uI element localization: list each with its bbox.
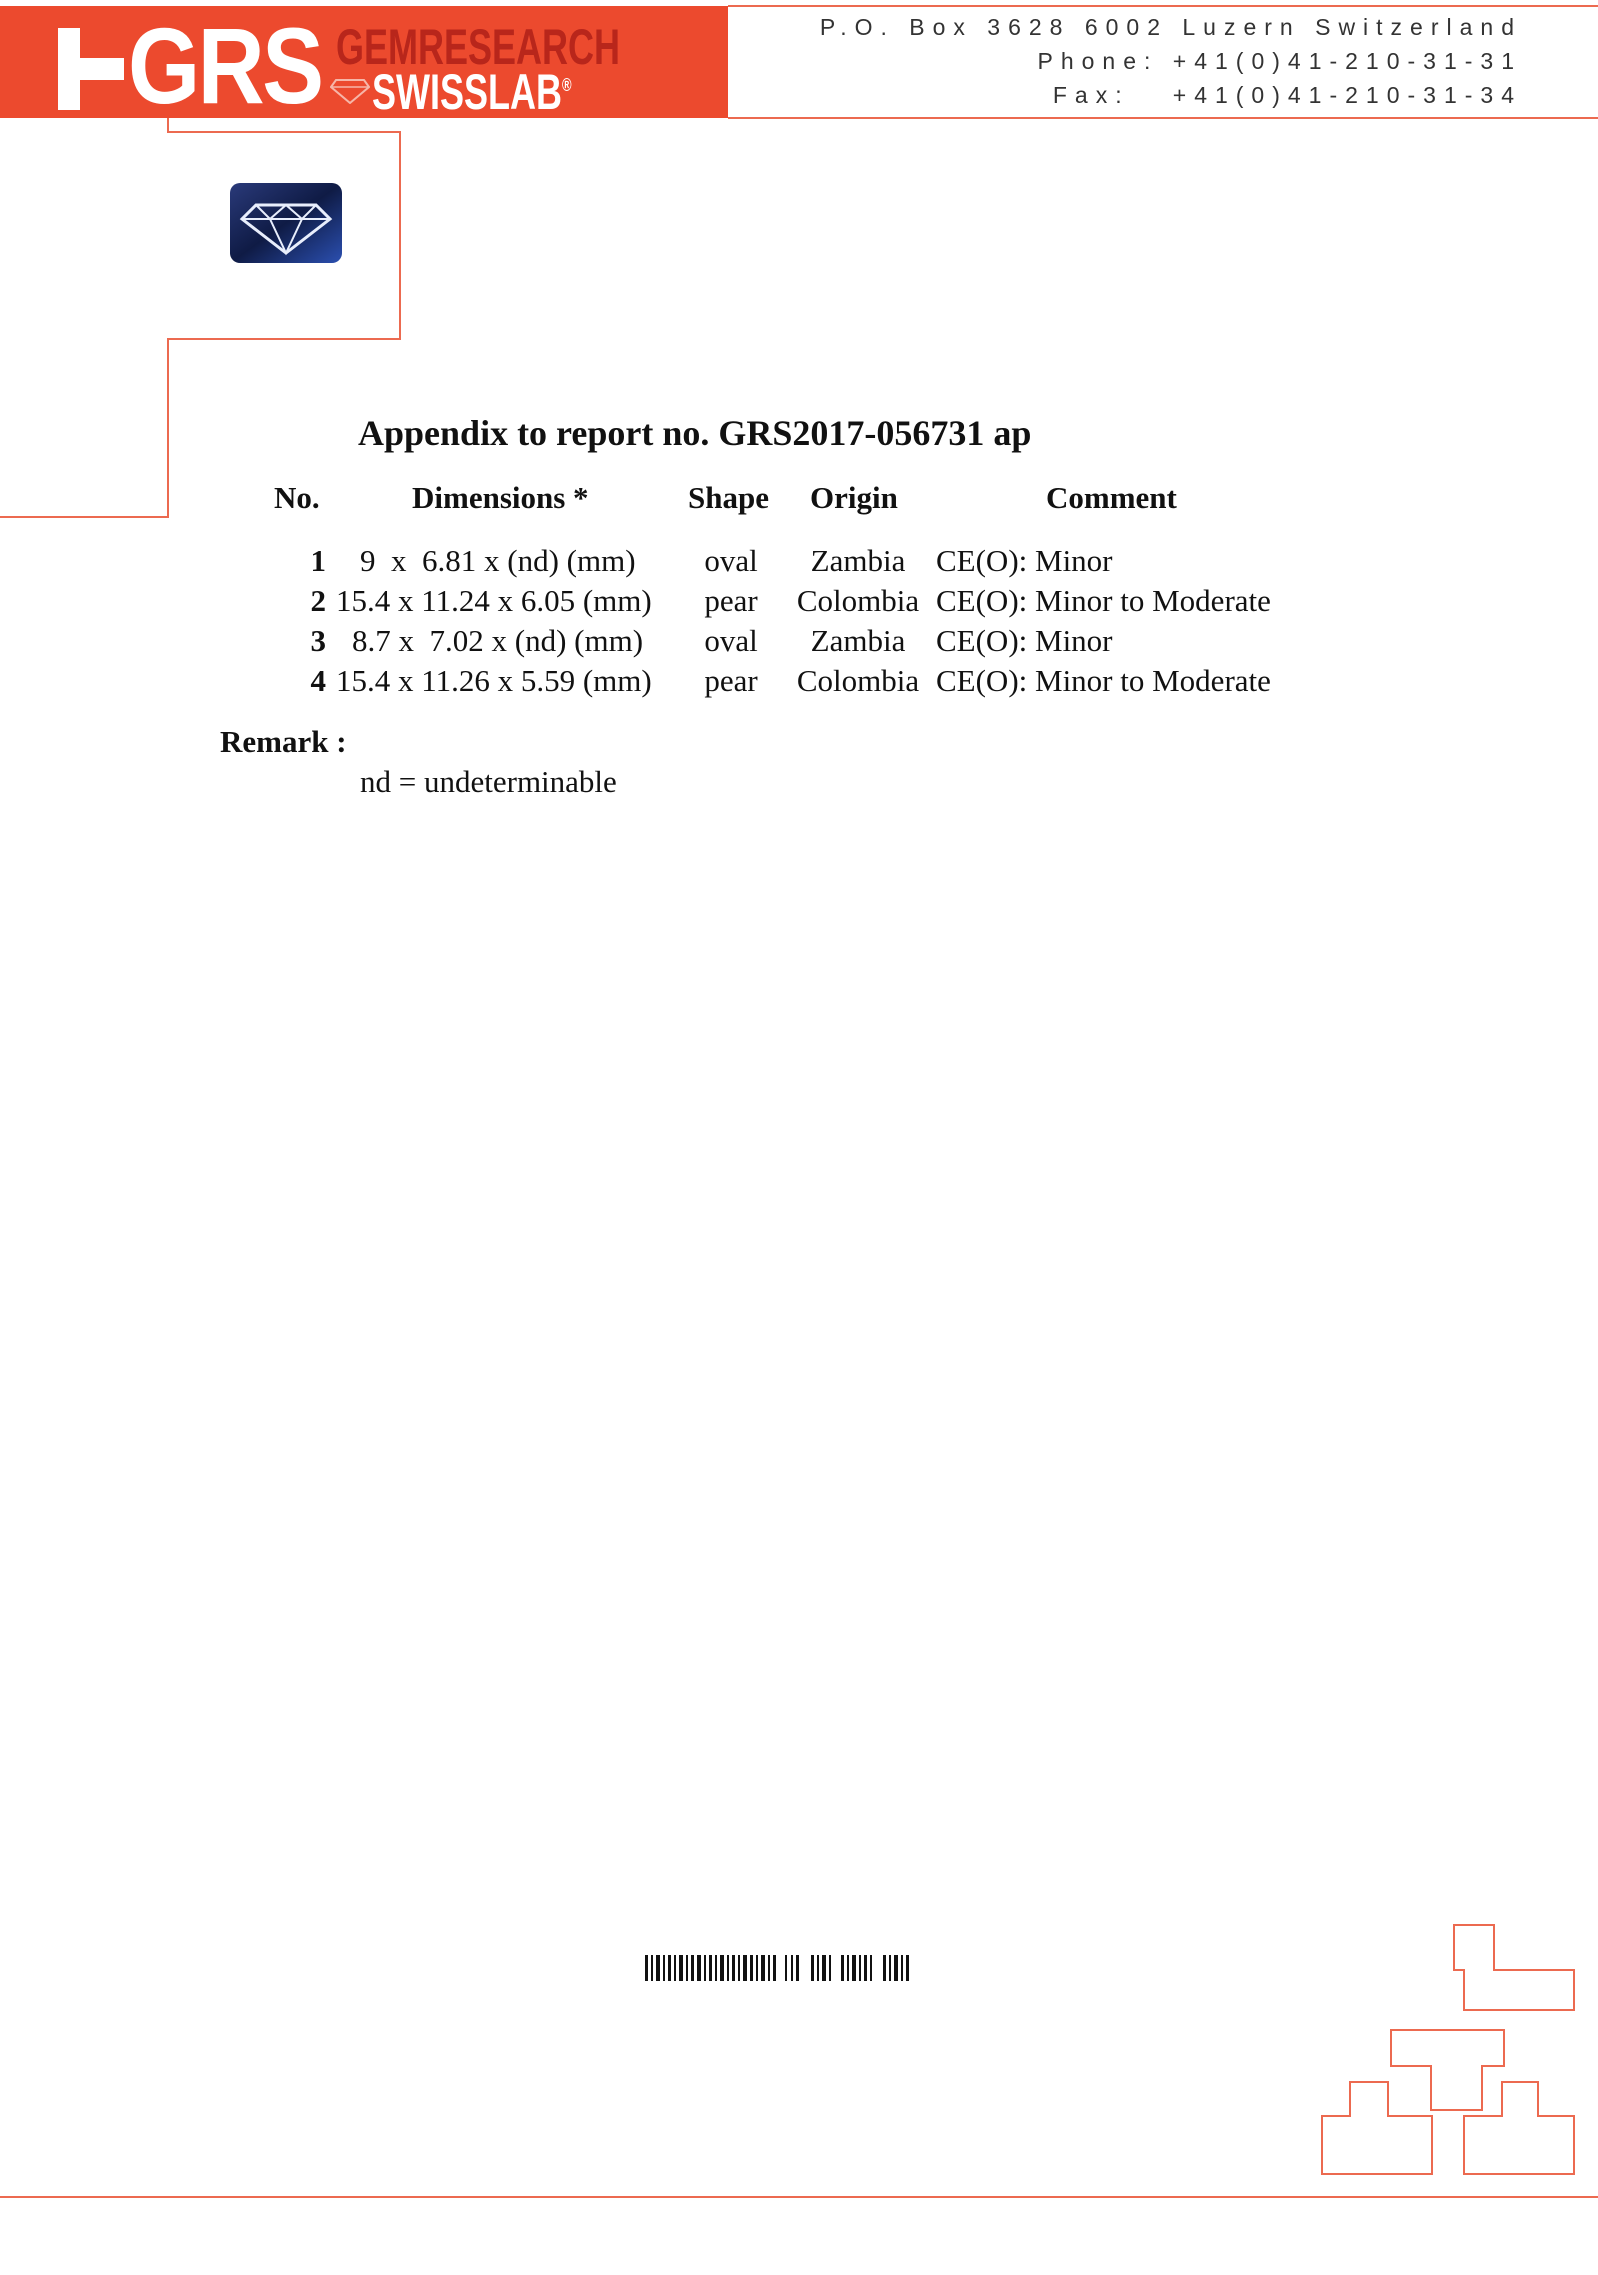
remark-text: nd = undeterminable (360, 764, 617, 799)
comment-cell: CE(O): Minor (936, 623, 1113, 658)
barcode-icon (645, 1955, 913, 1981)
row-number: 1 (310, 543, 326, 578)
shape-cell: pear (704, 663, 758, 698)
remark-label: Remark : (220, 724, 347, 759)
comment-cell: CE(O): Minor to Moderate (936, 583, 1271, 618)
row-number: 3 (310, 623, 326, 658)
page-title: Appendix to report no. GRS2017-056731 ap (358, 413, 1032, 453)
diamond-icon (330, 78, 370, 104)
fax-line: Fax: +41(0)41-210-31-34 (1052, 82, 1522, 108)
logo-banner (0, 5, 728, 126)
dimensions-cell: 8.7 x 7.02 x (nd) (mm) (352, 623, 644, 658)
column-header-comment: Comment (1046, 480, 1177, 515)
column-header-dimensions: Dimensions * (412, 480, 589, 515)
logo-grs-text: GRS (128, 5, 322, 126)
hologram-diamond-icon (230, 183, 342, 263)
comment-cell: CE(O): Minor to Moderate (936, 663, 1271, 698)
logo-gemresearch-text: GEMRESEARCH (336, 19, 621, 75)
dimensions-cell: 9 x 6.81 x (nd) (mm) (360, 543, 636, 578)
row-number: 2 (310, 583, 326, 618)
row-number: 4 (310, 663, 326, 698)
decorative-blocks (1318, 1920, 1578, 2180)
registered-mark: ® (562, 75, 572, 95)
shape-cell: oval (704, 543, 758, 578)
column-header-shape: Shape (688, 480, 769, 515)
column-header-no: No. (274, 480, 320, 515)
origin-cell: Zambia (810, 623, 906, 658)
phone-line: Phone: +41(0)41-210-31-31 (1037, 48, 1522, 74)
comment-cell: CE(O): Minor (936, 543, 1113, 578)
shape-cell: pear (704, 583, 758, 618)
origin-cell: Zambia (810, 543, 906, 578)
origin-cell: Colombia (796, 583, 920, 618)
dimensions-cell: 15.4 x 11.26 x 5.59 (mm) (336, 663, 652, 698)
logo-swisslab-text: SWISSLAB® (372, 64, 572, 120)
dimensions-cell: 15.4 x 11.24 x 6.05 (mm) (336, 583, 652, 618)
origin-cell: Colombia (796, 663, 920, 698)
address-line: P.O. Box 3628 6002 Luzern Switzerland (819, 14, 1522, 40)
shape-cell: oval (704, 623, 758, 658)
column-header-origin: Origin (810, 480, 898, 515)
